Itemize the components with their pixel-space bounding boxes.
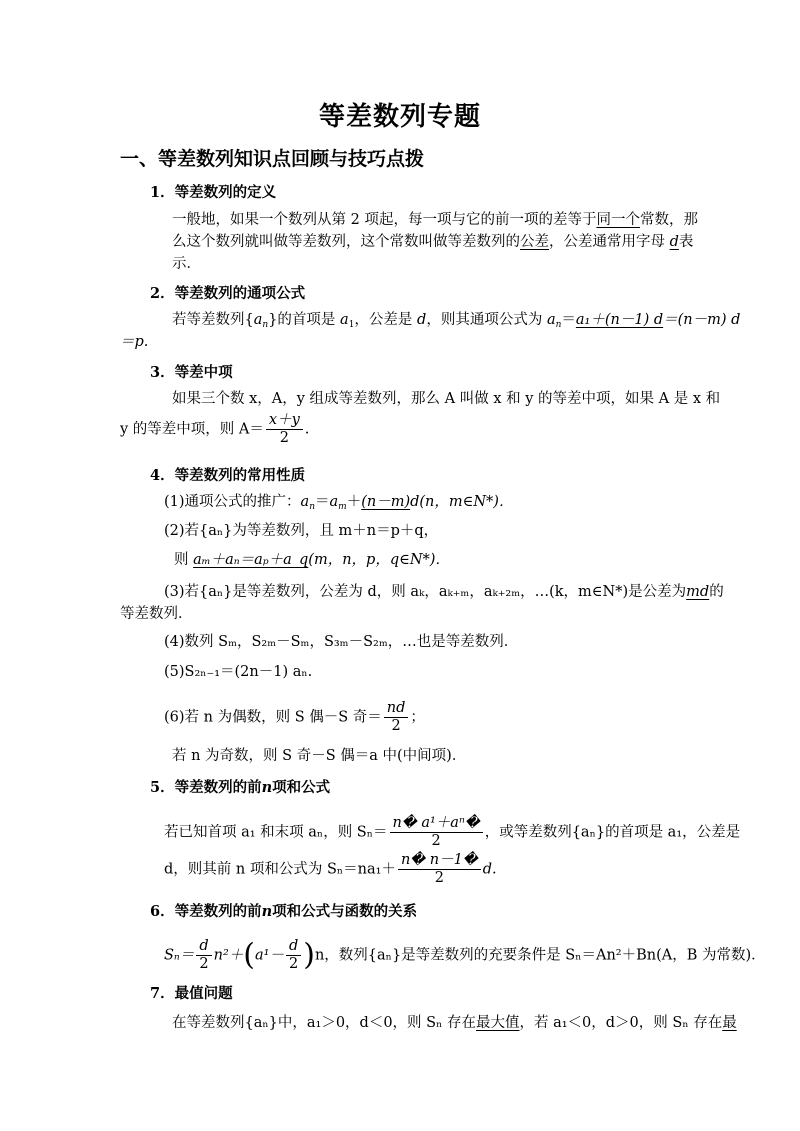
subheading-extremum: 7．最值问题 xyxy=(150,985,233,1002)
subheading-sum-formula: 5．等差数列的前n项和公式 xyxy=(150,779,331,796)
sum-formula-line-1: 若已知首项 a₁ 和末项 aₙ，则 Sₙ＝ $\frac{\text{n� a¹＋aⁿ�}}{2}$ ，或等差数列{aₙ}的首项是 a₁，公差是 xyxy=(164,815,741,849)
subheading-sum-function: 6．等差数列的前n项和公式与函数的关系 xyxy=(150,903,418,920)
definition-line-3: 示． xyxy=(172,256,201,272)
general-term-line-1: 若等差数列$\{a_n\}$的首项是 $a_1$，公差是 d，则其通项公式为 $a_n=a_1+(n-1)$ d＝(n－m) d xyxy=(172,312,741,330)
property-5: (5)S₂ₙ₋₁＝(2n－1) aₙ. xyxy=(164,664,313,680)
sum-formula-line-2: d，则其前 n 项和公式为 Sₙ＝na₁＋ $\frac{n� n-1�}{2}$ d. xyxy=(164,852,497,886)
property-1: (1)通项公式的推广：$a_n=a_m+(n-m)d(n$，m∈N*)． xyxy=(164,494,514,512)
property-2-continued: 则 aₘ＋aₙ＝aₚ＋a_q(m，n，p，q∈N*)． xyxy=(174,552,450,568)
sum-function-fraction-2: $\frac{d}{2}$ xyxy=(286,938,301,973)
middle-term-fraction: $\frac{x+y}{2}$ xyxy=(266,412,303,447)
property-3: (3)若{aₙ}是等差数列，公差为 d，则 aₖ，aₖ₊ₘ，aₖ₊₂ₘ，…(k，m∈N*)是公差为md的 xyxy=(164,584,724,600)
sum-function-fraction-1: $\frac{d}{2}$ xyxy=(196,938,211,973)
extremum-line: 在等差数列{aₙ}中，a₁＞0，d＜0，则 Sₙ 存在最大值，若 a₁＜0，d＞0，则 Sₙ 存在最 xyxy=(172,1015,737,1031)
property-6: (6)若 n 为偶数，则 S 偶－S 奇＝ $\frac{nd}{2}$ ； xyxy=(164,700,425,734)
property-6-fraction: $\frac{nd}{2}$ xyxy=(384,700,409,735)
sum-formula-fraction-1: $\frac{\text{n� a¹＋aⁿ�}}{2}$ xyxy=(390,815,483,850)
property-7: 若 n 为奇数，则 S 奇－S 偶＝a 中(中间项)． xyxy=(172,748,467,764)
subheading-general-term: 2．等差数列的通项公式 xyxy=(150,285,306,302)
middle-term-line-2: y 的等差中项，则 A＝ $\frac{x+y}{2}$ . xyxy=(120,412,310,446)
subheading-definition: 1．等差数列的定义 xyxy=(150,184,277,201)
page-title: 等差数列专题 xyxy=(318,102,481,132)
middle-term-line-1: 如果三个数 x，A，y 组成等差数列，那么 A 叫做 x 和 y 的等差中项，如果 A 是 x 和 xyxy=(172,391,721,407)
general-term-line-2: ＝p. xyxy=(120,334,149,350)
subheading-properties: 4．等差数列的常用性质 xyxy=(150,467,306,484)
subheading-middle-term: 3．等差中项 xyxy=(150,364,233,381)
sum-formula-fraction-2: $\frac{n� n-1�}{2}$ xyxy=(398,852,481,887)
property-2: (2)若{aₙ}为等差数列，且 m＋n＝p＋q， xyxy=(164,523,439,539)
property-4: (4)数列 Sₘ，S₂ₘ－Sₘ，S₃ₘ－S₂ₘ，…也是等差数列． xyxy=(164,634,519,650)
property-3-continued: 等差数列． xyxy=(120,606,193,622)
definition-line-2: 么这个数列就叫做等差数列，这个常数叫做等差数列的公差，公差通常用字母 d表 xyxy=(172,234,694,250)
section-heading: 一、等差数列知识点回顾与技巧点拨 xyxy=(120,148,425,170)
definition-line-1: 一般地，如果一个数列从第 2 项起，每一项与它的前一项的差等于同一个常数，那 xyxy=(172,212,698,228)
sum-function-line: Sₙ＝ $\frac{d}{2}$ n²＋(a¹－ $\frac{d}{2}$ )n，数列{aₙ}是等差数列的充要条件是 Sₙ＝An²＋Bn(A，B 为常数)． xyxy=(164,937,766,973)
